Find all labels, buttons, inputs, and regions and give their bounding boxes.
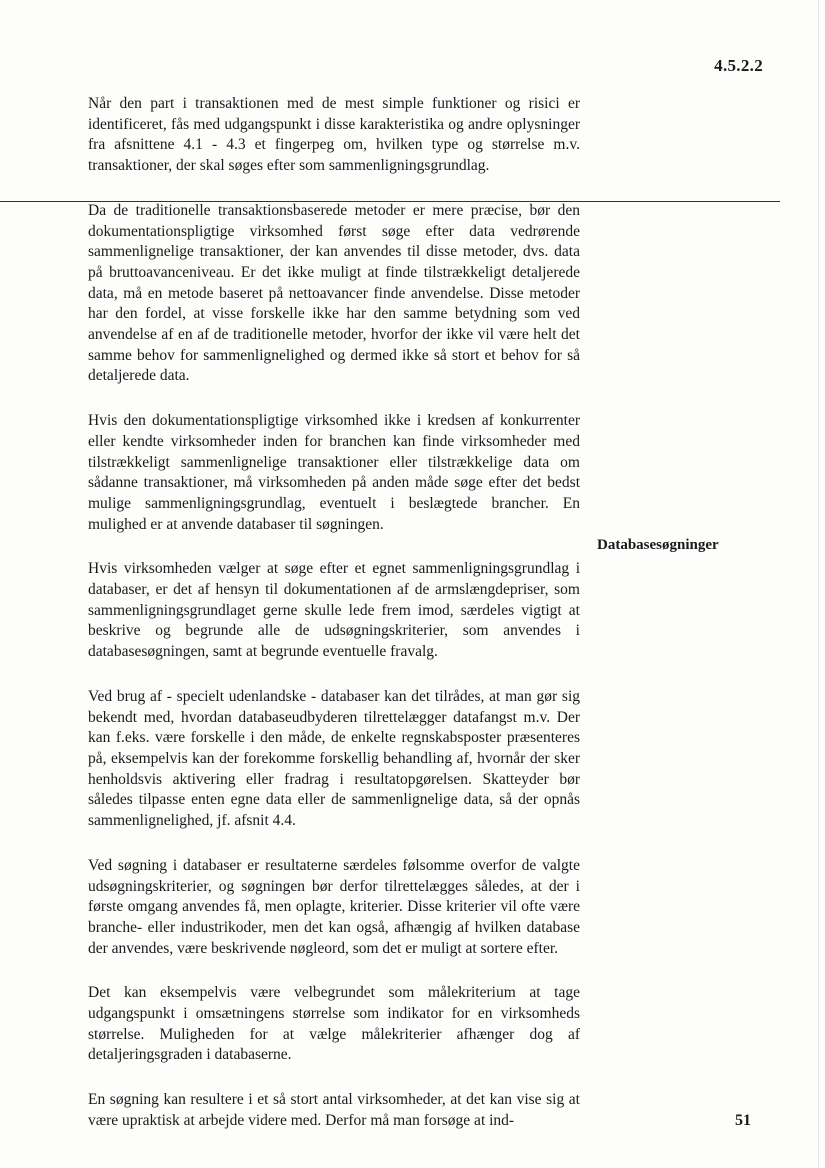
margin-note: Databasesøgninger [597,537,719,553]
paragraph-6: Ved søgning i databaser er resultaterne særdeles følsomme overfor de valgte udsøgningskriterier, og søgningen bør derfor tilrettelægges således, at der i første omgang anvendes få, men oplagte, kriterier. Disse kriterier vil ofte være branche- eller industrikoder, men det kan også, afhængig af hvilken database der anvendes, være beskrivende nøgleord, som det er muligt at sortere efter. [88,856,580,957]
paragraph-2: Da de traditionelle transaktionsbaserede metoder er mere præcise, bør den dokumentationspligtige virksomhed først søge efter data vedrørende sammenlignelige transaktioner, der kan anvendes til disse metoder, dvs. data på bruttoavanceniveau. Er det ikke muligt at finde tilstrækkeligt detaljerede data, må en metode baseret på nettoavancer finde anvendelse. Disse metoder har den fordel, at visse forskelle ikke har den samme betydning som ved anvendelse af en af de traditionelle metoder, hvorfor der ikke vil være helt det samme behov for sammenlignelighed og dermed ikke så stort et behov for så detaljerede data. [88,201,580,385]
scan-edge-line [818,0,819,1168]
paragraph-3: Hvis den dokumentationspligtige virksomhed ikke i kredsen af konkurrenter eller kendte virksomheder inden for branchen kan finde virksomheder med tilstrækkeligt sammenlignelige transaktioner eller tilstrækkelige data om sådanne transaktioner, må virksomheden på anden måde søge efter det bedst mulige sammenligningsgrundlag, eventuelt i beslægtede brancher. En mulighed er at anvende databaser til søgningen. [88,412,580,533]
page-number: 51 [735,1112,751,1129]
section-number: 4.5.2.2 [714,56,763,75]
paragraph-8: En søgning kan resultere i et så stort antal virksomheder, at det kan vise sig at være upraktisk at arbejde videre med. Derfor må man forsøge at ind- [88,1091,580,1129]
paragraph-5: Ved brug af - specielt udenlandske - databaser kan det tilrådes, at man gør sig bekendt med, hvordan databaseudbyderen tilrettelægger datafangst m.v. Der kan f.eks. være forskelle i den måde, de enkelte regnskabsposter præsenteres på, eksempelvis kan der forekomme forskellig behandling af, hvornår der sker henholdsvis aktivering eller fradrag i resultatopgørelsen. Skatteyder bør således tilpasse enten egne data eller de sammenlignelige data, så der opnås sammenlignelighed, jf. afsnit 4.4. [88,687,580,830]
body-text [88,94,580,1132]
paragraph-4: Hvis virksomheden vælger at søge efter et egnet sammenligningsgrundlag i databaser, er det af hensyn til dokumentationen af de armslængdepriser, som sammenligningsgrundlaget gerne skulle lede frem imod, særdeles vigtigt at beskrive og begrunde alle de udsøgningskriterier, som anvendes i databasesøgningen, samt at begrunde eventuelle fravalg. [88,560,580,661]
paragraph-7: Det kan eksempelvis være velbegrundet som målekriterium at tage udgangspunkt i omsætningens størrelse som indikator for en virksomheds størrelse. Muligheden for at vælge målekriterier afhænger dog af detaljeringsgraden i databaserne. [88,984,580,1064]
paragraph-1: Når den part i transaktionen med de mest simple funktioner og risici er identificeret, fås med udgangspunkt i disse karakteristika og andre oplysninger fra afsnittene 4.1 - 4.3 et fingerpeg om, hvilken type og størrelse m.v. transaktioner, der skal søges efter som sammenligningsgrundlag. [88,95,580,175]
